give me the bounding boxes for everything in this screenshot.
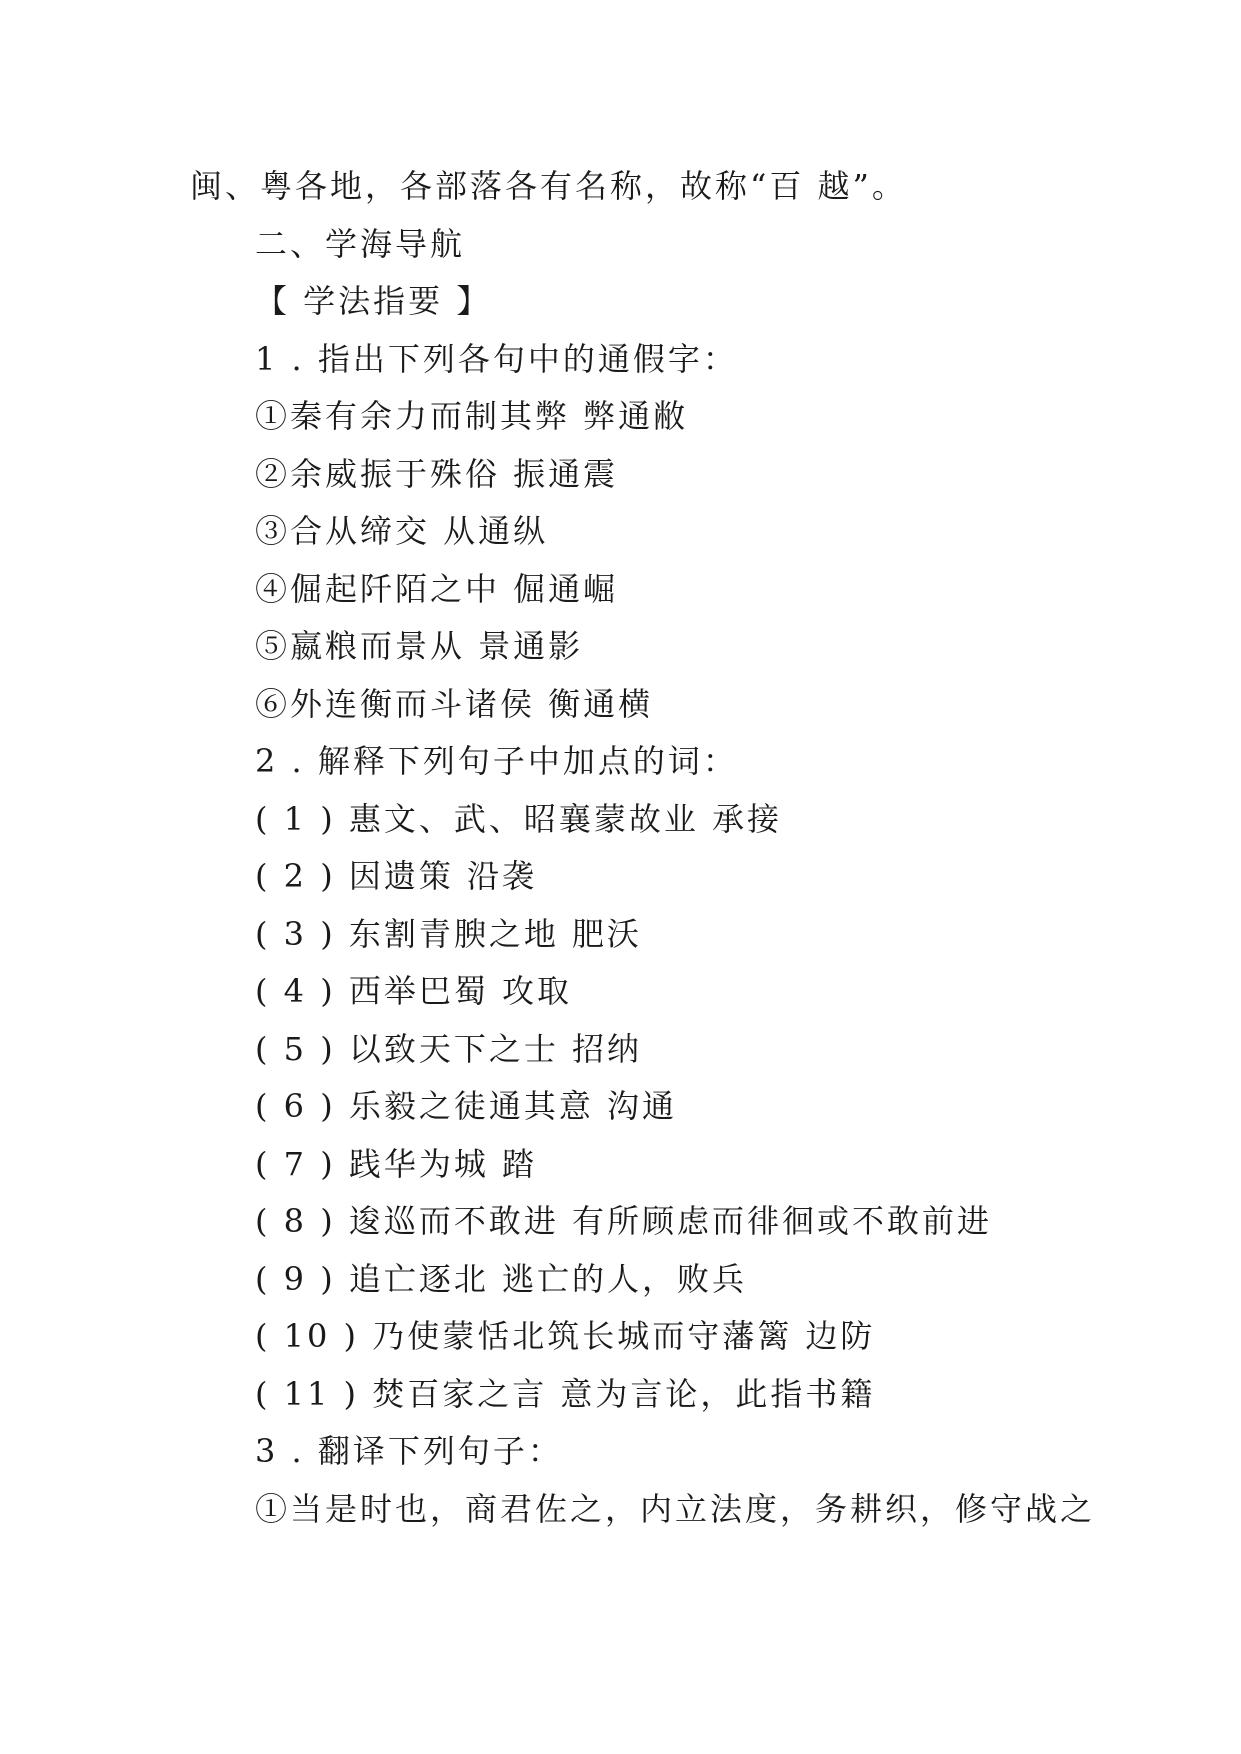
- list-item: ( 6 ) 乐毅之徒通其意 沟通: [255, 1087, 678, 1125]
- list-item: ②余威振于殊俗 振通震: [255, 455, 619, 493]
- section-heading-study-guide: 二、学海导航: [255, 225, 466, 263]
- text-line-continuation: 闽、粤各地，各部落各有名称，故称“百 越”。: [190, 167, 907, 205]
- list-item: ④倔起阡陌之中 倔通崛: [255, 570, 619, 608]
- list-item: ①当是时也，商君佐之，内立法度，务耕织，修守战之: [255, 1490, 1096, 1528]
- list-item: ( 2 ) 因遗策 沿袭: [255, 857, 538, 895]
- list-item: ( 3 ) 东割青腴之地 肥沃: [255, 915, 643, 953]
- list-item: ( 4 ) 西举巴蜀 攻取: [255, 972, 573, 1010]
- question-2-heading: 2 . 解释下列句子中加点的词：: [255, 742, 738, 780]
- list-item: ( 7 ) 践华为城 踏: [255, 1145, 538, 1183]
- list-item: ( 10 ) 乃使蒙恬北筑长城而守藩篱 边防: [255, 1317, 876, 1355]
- list-item: ( 8 ) 逡巡而不敢进 有所顾虑而徘徊或不敢前进: [255, 1202, 993, 1240]
- subheading-method-points: 【 学法指要 】: [255, 282, 492, 320]
- list-item: ( 1 ) 惠文、武、昭襄蒙故业 承接: [255, 800, 783, 838]
- list-item: ③合从缔交 从通纵: [255, 512, 549, 550]
- list-item: ( 9 ) 追亡逐北 逃亡的人，败兵: [255, 1260, 748, 1298]
- question-1-heading: 1 . 指出下列各句中的通假字：: [255, 340, 738, 378]
- list-item: ⑥外连衡而斗诸侯 衡通横: [255, 685, 654, 723]
- list-item: ( 11 ) 焚百家之言 意为言论，此指书籍: [255, 1375, 876, 1413]
- list-item: ( 5 ) 以致天下之士 招纳: [255, 1030, 643, 1068]
- list-item: ①秦有余力而制其弊 弊通敝: [255, 397, 689, 435]
- list-item: ⑤嬴粮而景从 景通影: [255, 627, 584, 665]
- question-3-heading: 3 . 翻译下列句子：: [255, 1432, 563, 1470]
